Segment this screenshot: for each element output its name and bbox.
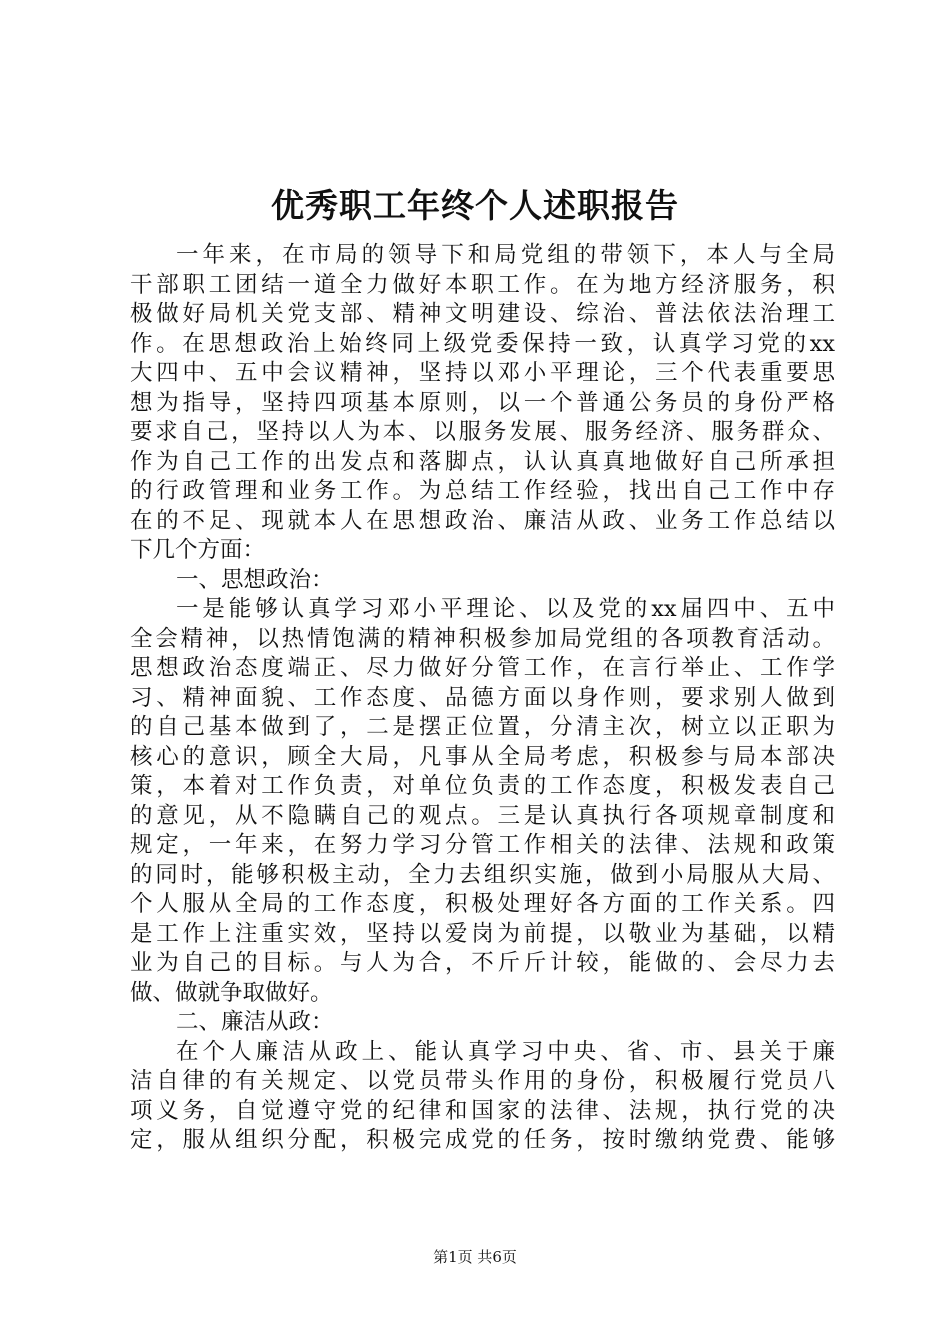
text-line: 的行政管理和业务工作。为总结工作经验，找出自己工作中存 <box>130 478 835 504</box>
text-line: 定，服从组织分配，积极完成党的任务，按时缴纳党费、能够 <box>130 1127 835 1153</box>
text-line: 做、做就争取做好。 <box>130 979 333 1006</box>
text-line: 作为自己工作的出发点和落脚点，认认真真地做好自己所承担 <box>130 448 835 475</box>
text-line: 作。在思想政治上始终同上级党委保持一致，认真学习党的xx <box>130 330 835 357</box>
text-line: 想为指导，坚持四项基本原则，以一个普通公务员的身份严格 <box>130 389 835 416</box>
text-line: 一年来，在市局的领导下和局党组的带领下，本人与全局 <box>176 242 835 268</box>
document-body <box>130 241 835 1156</box>
text-line: 极做好局机关党支部、精神文明建设、综治、普法依法治理工 <box>130 301 835 327</box>
text-line: 业为自己的目标。与人为合，不斤斤计较，能做的、会尽力去 <box>130 950 835 976</box>
text-line: 个人服从全局的工作态度，积极处理好各方面的工作关系。四 <box>130 891 835 917</box>
document-title: 优秀职工年终个人述职报告 <box>271 186 679 225</box>
text-line: 要求自己，坚持以人为本、以服务发展、服务经济、服务群众、 <box>130 419 835 445</box>
text-line: 全会精神，以热情饱满的精神积极参加局党组的各项教育活动。 <box>130 625 835 652</box>
text-line: 策，本着对工作负责，对单位负责的工作态度，积极发表自己 <box>130 773 835 799</box>
text-line: 习、精神面貌、工作态度、品德方面以身作则，要求别人做到 <box>130 684 835 711</box>
text-line: 一、思想政治： <box>176 566 334 593</box>
text-line: 核心的意识，顾全大局，凡事从全局考虑，积极参与局本部决 <box>130 743 835 770</box>
text-line: 下几个方面： <box>130 537 266 563</box>
text-line: 在个人廉洁从政上、能认真学习中央、省、市、县关于廉 <box>176 1038 835 1065</box>
text-line: 一是能够认真学习邓小平理论、以及党的xx届四中、五中 <box>176 596 835 622</box>
page-footer: 第1页 共6页 <box>433 1248 517 1266</box>
text-line: 项义务，自觉遵守党的纪律和国家的法律、法规，执行党的决 <box>130 1097 835 1124</box>
text-line: 洁自律的有关规定、以党员带头作用的身份，积极履行党员八 <box>130 1068 835 1094</box>
text-line: 在的不足、现就本人在思想政治、廉洁从政、业务工作总结以 <box>130 507 835 534</box>
text-line: 的同时，能够积极主动，全力去组织实施，做到小局服从大局、 <box>130 861 835 888</box>
text-line: 的意见，从不隐瞒自己的观点。三是认真执行各项规章制度和 <box>130 802 835 829</box>
text-line: 是工作上注重实效，坚持以爱岗为前提，以敬业为基础，以精 <box>130 920 835 947</box>
text-line: 思想政治态度端正、尽力做好分管工作，在言行举止、工作学 <box>130 655 835 681</box>
text-line: 大四中、五中会议精神，坚持以邓小平理论，三个代表重要思 <box>130 360 835 386</box>
text-line: 二、廉洁从政： <box>176 1009 334 1035</box>
text-line: 的自己基本做到了，二是摆正位置，分清主次，树立以正职为 <box>130 714 835 740</box>
text-line: 干部职工团结一道全力做好本职工作。在为地方经济服务，积 <box>130 271 835 298</box>
text-line: 规定，一年来，在努力学习分管工作相关的法律、法规和政策 <box>130 832 835 858</box>
